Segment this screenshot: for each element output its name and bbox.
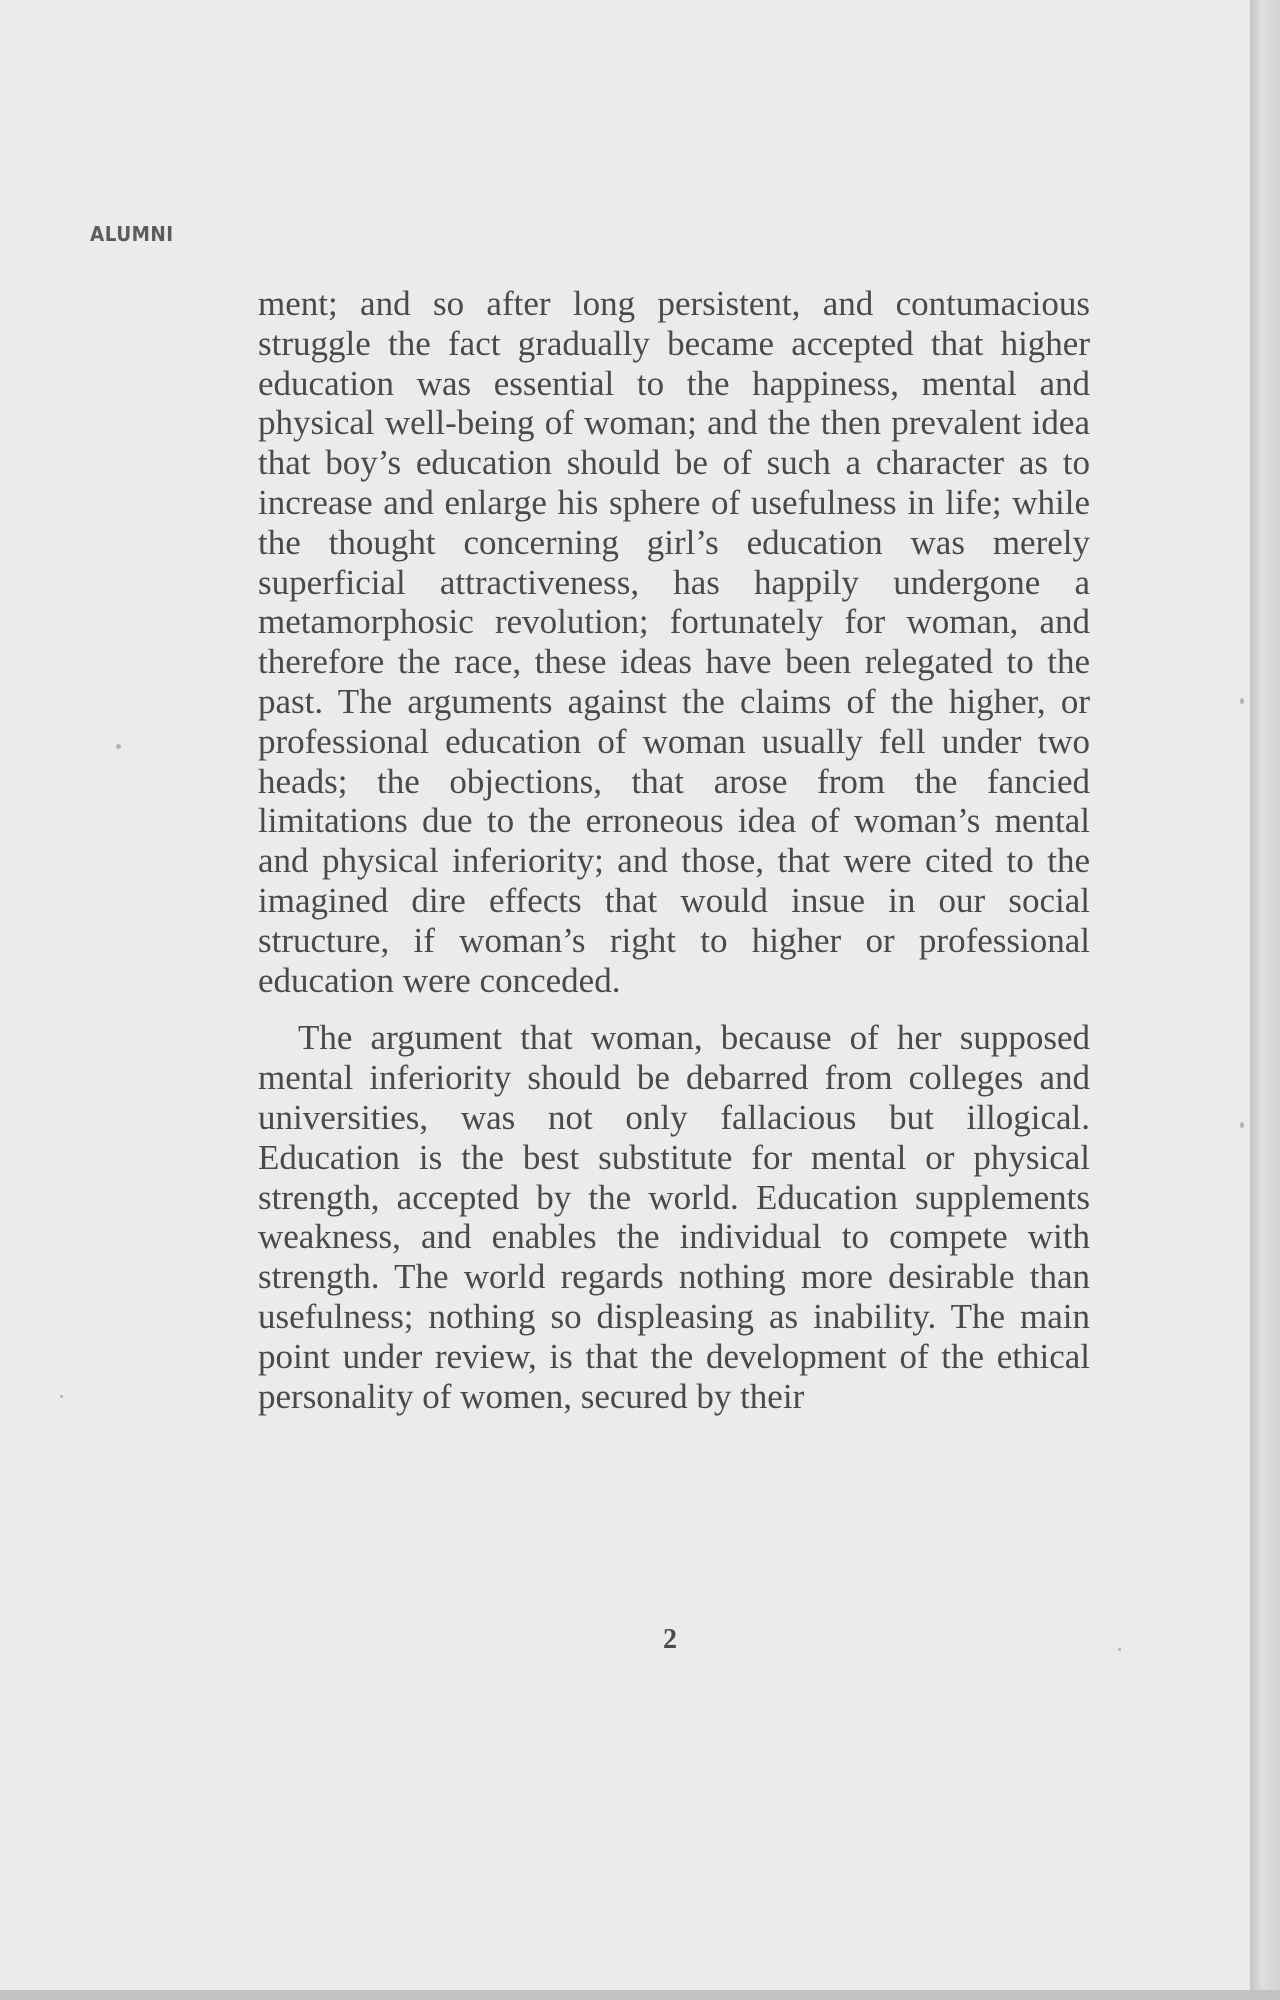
paper-speck xyxy=(1118,1648,1121,1651)
paper-speck xyxy=(1240,1122,1244,1128)
page-number: 2 xyxy=(663,1624,677,1655)
body-text xyxy=(258,284,1090,1416)
bottom-edge xyxy=(0,1990,1280,2000)
paragraph-2: The argument that woman, because of her supposed mental inferiority should be debarred from colleges and universities, was not only fallacious but illogical. Education is the best substitute for mental or physical strength, accepted by the world. Education supplements weakness, and enables the individual to compete with strength. The world regards nothing more desirable than usefulness; nothing so displeasing as inability. The main point under review, is that the development of the ethical personality of women, secured by their xyxy=(258,1018,1090,1416)
page-edge xyxy=(1250,0,1280,2000)
paper-speck xyxy=(60,1395,63,1398)
alumni-stamp: ALUMNI xyxy=(90,222,174,246)
paper-speck xyxy=(116,744,121,749)
paper-speck xyxy=(1240,698,1244,704)
paragraph-1: ment; and so after long persistent, and contumacious struggle the fact gradually became accepted that higher education was essential to the happiness, mental and physical well-being of woman; and the then prevalent idea that boy’s education should be of such a character as to increase and enlarge his sphere of usefulness in life; while the thought concerning girl’s education was merely superficial attractiveness, has happily undergone a metamorphosic revolution; fortunately for woman, and therefore the race, these ideas have been relegated to the past. The arguments against the claims of the higher, or professional education of woman usually fell under two heads; the objections, that arose from the fancied limitations due to the erroneous idea of woman’s mental and physical inferiority; and those, that were cited to the imagined dire effects that would insue in our social structure, if woman’s right to higher or professional education were conceded. xyxy=(258,284,1090,1000)
